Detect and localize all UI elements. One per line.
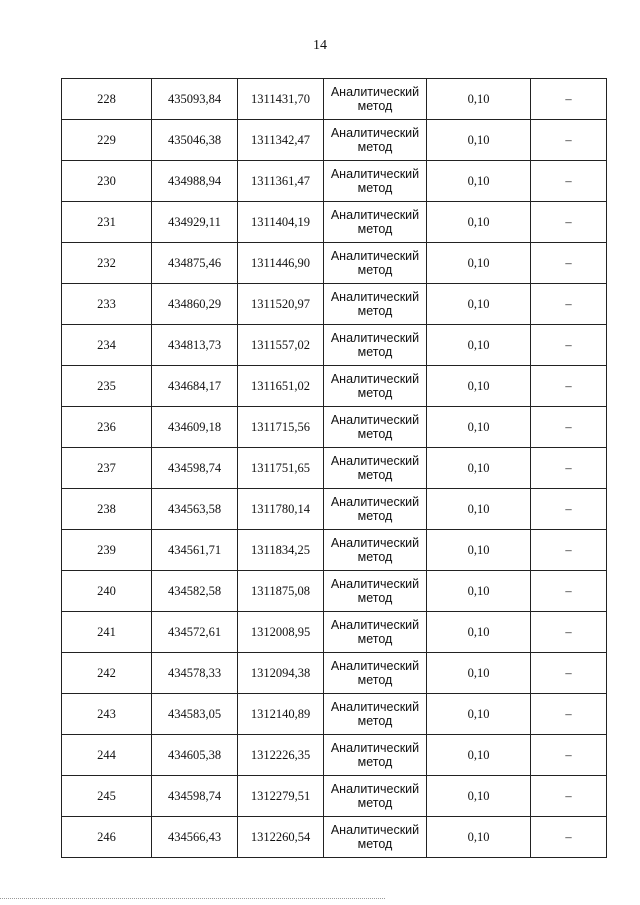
method-line-2: метод: [357, 632, 393, 646]
x-coordinate-cell: 434875,46: [152, 243, 238, 284]
point-number-cell: 231: [62, 202, 152, 243]
x-coordinate-cell: 434572,61: [152, 612, 238, 653]
method-line-2: метод: [357, 591, 393, 605]
table-row: [62, 407, 607, 448]
method-line-1: Аналитический: [330, 167, 420, 181]
accuracy-cell: 0,10: [427, 366, 531, 407]
x-coordinate-cell: 434860,29: [152, 284, 238, 325]
x-coordinate-cell: 434582,58: [152, 571, 238, 612]
table-row: [62, 735, 607, 776]
y-coordinate-cell: 1312094,38: [238, 653, 324, 694]
point-number-cell: 245: [62, 776, 152, 817]
point-number-cell: 233: [62, 284, 152, 325]
table-row: [62, 612, 607, 653]
method-cell: [324, 284, 427, 325]
method-line-1: Аналитический: [330, 618, 420, 632]
x-coordinate-cell: 434813,73: [152, 325, 238, 366]
method-line-1: Аналитический: [330, 85, 420, 99]
point-number-cell: 230: [62, 161, 152, 202]
page-number: 14: [313, 38, 327, 53]
method-cell: [324, 120, 427, 161]
method-line-2: метод: [357, 345, 393, 359]
method-line-2: метод: [357, 673, 393, 687]
method-cell: [324, 407, 427, 448]
y-coordinate-cell: 1311751,65: [238, 448, 324, 489]
y-coordinate-cell: 1311780,14: [238, 489, 324, 530]
description-cell: –: [531, 735, 607, 776]
x-coordinate-cell: 435046,38: [152, 120, 238, 161]
method-cell: [324, 530, 427, 571]
accuracy-cell: 0,10: [427, 571, 531, 612]
table-row: [62, 448, 607, 489]
accuracy-cell: 0,10: [427, 735, 531, 776]
point-number-cell: 241: [62, 612, 152, 653]
point-number-cell: 243: [62, 694, 152, 735]
method-line-2: метод: [357, 468, 393, 482]
x-coordinate-cell: 434563,58: [152, 489, 238, 530]
accuracy-cell: 0,10: [427, 161, 531, 202]
description-cell: –: [531, 571, 607, 612]
method-line-1: Аналитический: [330, 413, 420, 427]
method-line-2: метод: [357, 714, 393, 728]
x-coordinate-cell: 434929,11: [152, 202, 238, 243]
description-cell: –: [531, 161, 607, 202]
description-cell: –: [531, 530, 607, 571]
x-coordinate-cell: 434609,18: [152, 407, 238, 448]
method-line-1: Аналитический: [330, 208, 420, 222]
accuracy-cell: 0,10: [427, 407, 531, 448]
method-cell: [324, 243, 427, 284]
table-row: [62, 120, 607, 161]
method-cell: [324, 366, 427, 407]
table-row: [62, 817, 607, 858]
y-coordinate-cell: 1311651,02: [238, 366, 324, 407]
table-row: [62, 694, 607, 735]
point-number-cell: 238: [62, 489, 152, 530]
description-cell: –: [531, 79, 607, 120]
description-cell: –: [531, 448, 607, 489]
y-coordinate-cell: 1311557,02: [238, 325, 324, 366]
method-cell: [324, 325, 427, 366]
description-cell: –: [531, 120, 607, 161]
table-row: [62, 653, 607, 694]
method-line-1: Аналитический: [330, 290, 420, 304]
method-line-2: метод: [357, 550, 393, 564]
method-line-2: метод: [357, 427, 393, 441]
table-row: [62, 284, 607, 325]
x-coordinate-cell: 434578,33: [152, 653, 238, 694]
method-cell: [324, 817, 427, 858]
description-cell: –: [531, 489, 607, 530]
description-cell: –: [531, 694, 607, 735]
method-cell: [324, 735, 427, 776]
scan-edge-line: [0, 898, 385, 899]
x-coordinate-cell: 434988,94: [152, 161, 238, 202]
method-line-1: Аналитический: [330, 126, 420, 140]
table-row: [62, 79, 607, 120]
coordinates-table-body: [62, 79, 607, 858]
method-line-2: метод: [357, 99, 393, 113]
accuracy-cell: 0,10: [427, 202, 531, 243]
point-number-cell: 244: [62, 735, 152, 776]
method-line-2: метод: [357, 181, 393, 195]
method-line-1: Аналитический: [330, 823, 420, 837]
method-line-2: метод: [357, 386, 393, 400]
method-line-2: метод: [357, 837, 393, 851]
point-number-cell: 229: [62, 120, 152, 161]
accuracy-cell: 0,10: [427, 79, 531, 120]
method-cell: [324, 79, 427, 120]
point-number-cell: 235: [62, 366, 152, 407]
description-cell: –: [531, 612, 607, 653]
description-cell: –: [531, 817, 607, 858]
description-cell: –: [531, 653, 607, 694]
y-coordinate-cell: 1311834,25: [238, 530, 324, 571]
method-cell: [324, 202, 427, 243]
method-line-2: метод: [357, 140, 393, 154]
x-coordinate-cell: 434684,17: [152, 366, 238, 407]
table-row: [62, 325, 607, 366]
method-line-2: метод: [357, 755, 393, 769]
method-cell: [324, 694, 427, 735]
point-number-cell: 246: [62, 817, 152, 858]
accuracy-cell: 0,10: [427, 325, 531, 366]
x-coordinate-cell: 434561,71: [152, 530, 238, 571]
method-line-2: метод: [357, 509, 393, 523]
accuracy-cell: 0,10: [427, 530, 531, 571]
table-row: [62, 243, 607, 284]
method-cell: [324, 612, 427, 653]
method-line-2: метод: [357, 796, 393, 810]
accuracy-cell: 0,10: [427, 243, 531, 284]
method-line-1: Аналитический: [330, 249, 420, 263]
description-cell: –: [531, 202, 607, 243]
method-line-1: Аналитический: [330, 741, 420, 755]
method-cell: [324, 776, 427, 817]
method-line-1: Аналитический: [330, 536, 420, 550]
table-row: [62, 366, 607, 407]
point-number-cell: 240: [62, 571, 152, 612]
y-coordinate-cell: 1311431,70: [238, 79, 324, 120]
method-cell: [324, 448, 427, 489]
x-coordinate-cell: 434605,38: [152, 735, 238, 776]
method-line-1: Аналитический: [330, 659, 420, 673]
description-cell: –: [531, 407, 607, 448]
point-number-cell: 232: [62, 243, 152, 284]
method-line-1: Аналитический: [330, 331, 420, 345]
accuracy-cell: 0,10: [427, 284, 531, 325]
accuracy-cell: 0,10: [427, 489, 531, 530]
x-coordinate-cell: 434566,43: [152, 817, 238, 858]
method-line-2: метод: [357, 263, 393, 277]
table-row: [62, 489, 607, 530]
y-coordinate-cell: 1311404,19: [238, 202, 324, 243]
method-cell: [324, 571, 427, 612]
description-cell: –: [531, 243, 607, 284]
method-line-2: метод: [357, 304, 393, 318]
method-cell: [324, 653, 427, 694]
accuracy-cell: 0,10: [427, 120, 531, 161]
y-coordinate-cell: 1312279,51: [238, 776, 324, 817]
y-coordinate-cell: 1311715,56: [238, 407, 324, 448]
point-number-cell: 236: [62, 407, 152, 448]
description-cell: –: [531, 366, 607, 407]
accuracy-cell: 0,10: [427, 448, 531, 489]
method-line-1: Аналитический: [330, 454, 420, 468]
y-coordinate-cell: 1312140,89: [238, 694, 324, 735]
method-cell: [324, 489, 427, 530]
y-coordinate-cell: 1311361,47: [238, 161, 324, 202]
coordinates-table: [61, 78, 607, 858]
table-row: [62, 530, 607, 571]
table-row: [62, 161, 607, 202]
table-row: [62, 776, 607, 817]
accuracy-cell: 0,10: [427, 653, 531, 694]
description-cell: –: [531, 284, 607, 325]
accuracy-cell: 0,10: [427, 776, 531, 817]
table-row: [62, 571, 607, 612]
method-line-1: Аналитический: [330, 700, 420, 714]
method-line-1: Аналитический: [330, 577, 420, 591]
x-coordinate-cell: 434598,74: [152, 776, 238, 817]
y-coordinate-cell: 1311446,90: [238, 243, 324, 284]
x-coordinate-cell: 435093,84: [152, 79, 238, 120]
method-cell: [324, 161, 427, 202]
accuracy-cell: 0,10: [427, 694, 531, 735]
y-coordinate-cell: 1311342,47: [238, 120, 324, 161]
method-line-1: Аналитический: [330, 372, 420, 386]
method-line-2: метод: [357, 222, 393, 236]
y-coordinate-cell: 1312226,35: [238, 735, 324, 776]
method-line-1: Аналитический: [330, 495, 420, 509]
y-coordinate-cell: 1311520,97: [238, 284, 324, 325]
description-cell: –: [531, 776, 607, 817]
point-number-cell: 228: [62, 79, 152, 120]
point-number-cell: 234: [62, 325, 152, 366]
description-cell: –: [531, 325, 607, 366]
y-coordinate-cell: 1312008,95: [238, 612, 324, 653]
y-coordinate-cell: 1311875,08: [238, 571, 324, 612]
point-number-cell: 237: [62, 448, 152, 489]
x-coordinate-cell: 434598,74: [152, 448, 238, 489]
accuracy-cell: 0,10: [427, 817, 531, 858]
accuracy-cell: 0,10: [427, 612, 531, 653]
y-coordinate-cell: 1312260,54: [238, 817, 324, 858]
point-number-cell: 242: [62, 653, 152, 694]
point-number-cell: 239: [62, 530, 152, 571]
method-line-1: Аналитический: [330, 782, 420, 796]
table-row: [62, 202, 607, 243]
x-coordinate-cell: 434583,05: [152, 694, 238, 735]
